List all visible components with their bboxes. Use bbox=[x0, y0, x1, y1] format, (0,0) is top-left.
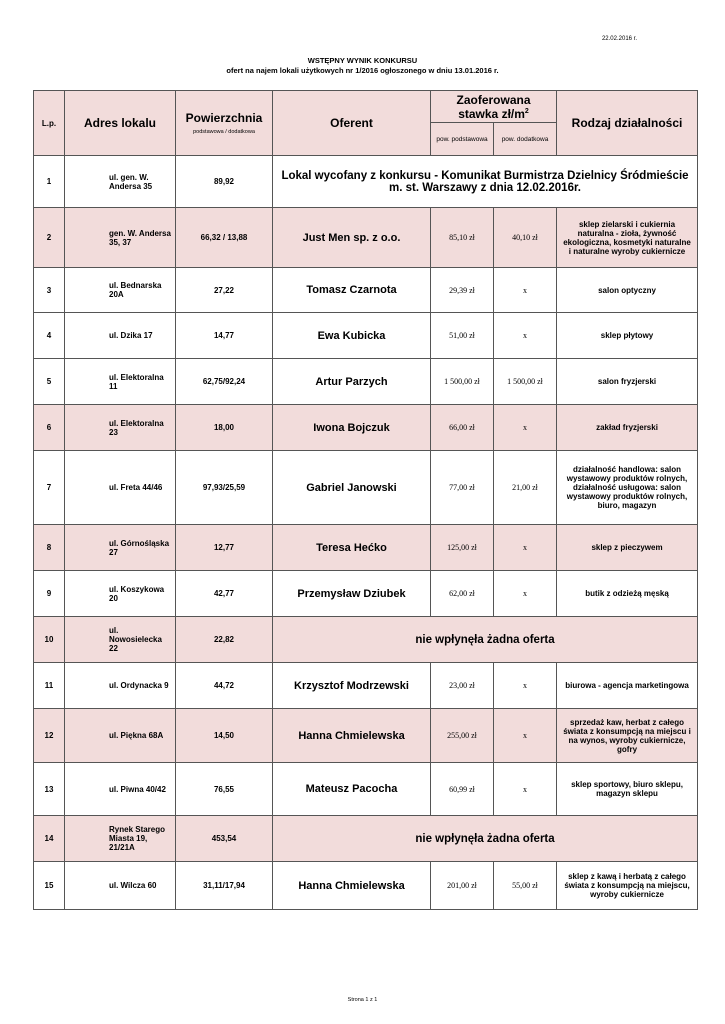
row-area: 44,72 bbox=[176, 663, 273, 709]
table-row bbox=[34, 571, 698, 617]
row-rate-basic: 66,00 zł bbox=[431, 405, 494, 451]
row-rate-extra: x bbox=[494, 663, 557, 709]
row-rate-extra: 55,00 zł bbox=[494, 862, 557, 910]
row-number: 8 bbox=[34, 525, 65, 571]
table-row bbox=[34, 862, 698, 910]
table-row bbox=[34, 405, 698, 451]
row-address: ul. Dzika 17 bbox=[65, 313, 176, 359]
table-row bbox=[34, 816, 698, 862]
row-offerer: Tomasz Czarnota bbox=[273, 268, 431, 313]
row-notice: nie wpłynęła żadna oferta bbox=[273, 816, 698, 862]
row-address: ul. Koszykowa 20 bbox=[65, 571, 176, 617]
col-header-area bbox=[176, 91, 273, 156]
row-number: 10 bbox=[34, 617, 65, 663]
row-area: 14,50 bbox=[176, 709, 273, 763]
row-activity: sklep z kawą i herbatą z całego świata z konsumpcją na miejscu, wyroby cukiernicze bbox=[557, 862, 698, 910]
row-rate-basic: 51,00 zł bbox=[431, 313, 494, 359]
row-address: ul. Freta 44/46 bbox=[65, 451, 176, 525]
row-address: Rynek Starego Miasta 19, 21/21A bbox=[65, 816, 176, 862]
row-offerer: Mateusz Pacocha bbox=[273, 763, 431, 816]
row-area: 97,93/25,59 bbox=[176, 451, 273, 525]
row-activity: sklep sportowy, biuro sklepu, magazyn sklepu bbox=[557, 763, 698, 816]
row-offerer: Przemysław Dziubek bbox=[273, 571, 431, 617]
row-offerer: Iwona Bojczuk bbox=[273, 405, 431, 451]
row-address: ul. Ordynacka 9 bbox=[65, 663, 176, 709]
table-row bbox=[34, 359, 698, 405]
table-row bbox=[34, 763, 698, 816]
table-row bbox=[34, 268, 698, 313]
row-rate-extra: x bbox=[494, 268, 557, 313]
row-area: 27,22 bbox=[176, 268, 273, 313]
table-row bbox=[34, 208, 698, 268]
row-rate-basic: 255,00 zł bbox=[431, 709, 494, 763]
row-activity: salon optyczny bbox=[557, 268, 698, 313]
col-header-lp: L.p. bbox=[34, 91, 65, 156]
col-header-area-label: Powierzchnia bbox=[185, 111, 263, 125]
col-header-rate-extra: pow. dodatkowa bbox=[494, 123, 557, 156]
row-offerer: Just Men sp. z o.o. bbox=[273, 208, 431, 268]
row-area: 66,32 / 13,88 bbox=[176, 208, 273, 268]
document-subtitle: ofert na najem lokali użytkowych nr 1/2016 ogłoszonego w dniu 13.01.2016 r. bbox=[226, 66, 499, 75]
row-activity: biurowa - agencja marketingowa bbox=[557, 663, 698, 709]
col-header-area-sub: podstawowa / dodatkowa bbox=[193, 129, 255, 135]
row-area: 31,11/17,94 bbox=[176, 862, 273, 910]
row-area: 14,77 bbox=[176, 313, 273, 359]
table-row bbox=[34, 451, 698, 525]
row-area: 22,82 bbox=[176, 617, 273, 663]
row-rate-extra: x bbox=[494, 525, 557, 571]
row-address: ul. Górnośląska 27 bbox=[65, 525, 176, 571]
row-number: 13 bbox=[34, 763, 65, 816]
row-area: 62,75/92,24 bbox=[176, 359, 273, 405]
row-activity: salon fryzjerski bbox=[557, 359, 698, 405]
col-header-address: Adres lokalu bbox=[65, 91, 176, 156]
row-rate-basic: 85,10 zł bbox=[431, 208, 494, 268]
row-number: 15 bbox=[34, 862, 65, 910]
row-offerer: Krzysztof Modrzewski bbox=[273, 663, 431, 709]
col-header-activity: Rodzaj działalności bbox=[557, 91, 698, 156]
row-address: gen. W. Andersa 35, 37 bbox=[65, 208, 176, 268]
row-offerer: Hanna Chmielewska bbox=[273, 709, 431, 763]
row-offerer: Artur Parzych bbox=[273, 359, 431, 405]
row-address: ul. Nowosielecka 22 bbox=[65, 617, 176, 663]
row-notice: nie wpłynęła żadna oferta bbox=[273, 617, 698, 663]
row-address: ul. Piękna 68A bbox=[65, 709, 176, 763]
row-number: 14 bbox=[34, 816, 65, 862]
row-rate-basic: 60,99 zł bbox=[431, 763, 494, 816]
table-row bbox=[34, 156, 698, 208]
row-rate-basic: 62,00 zł bbox=[431, 571, 494, 617]
row-address: ul. Elektoralna 23 bbox=[65, 405, 176, 451]
row-number: 9 bbox=[34, 571, 65, 617]
table-row bbox=[34, 313, 698, 359]
row-activity: zakład fryzjerski bbox=[557, 405, 698, 451]
col-header-offerer: Oferent bbox=[273, 91, 431, 156]
row-area: 42,77 bbox=[176, 571, 273, 617]
row-offerer: Ewa Kubicka bbox=[273, 313, 431, 359]
row-rate-basic: 125,00 zł bbox=[431, 525, 494, 571]
row-rate-extra: x bbox=[494, 763, 557, 816]
col-header-rate-basic: pow. podstawowa bbox=[431, 123, 494, 156]
row-rate-extra: x bbox=[494, 405, 557, 451]
row-number: 11 bbox=[34, 663, 65, 709]
row-number: 6 bbox=[34, 405, 65, 451]
row-number: 4 bbox=[34, 313, 65, 359]
row-activity: butik z odzieżą męską bbox=[557, 571, 698, 617]
row-area: 89,92 bbox=[176, 156, 273, 208]
row-activity: sprzedaż kaw, herbat z całego świata z konsumpcją na miejscu i na wynos, wyroby cukiernicze, gofry bbox=[557, 709, 698, 763]
row-number: 7 bbox=[34, 451, 65, 525]
row-number: 5 bbox=[34, 359, 65, 405]
row-address: ul. Piwna 40/42 bbox=[65, 763, 176, 816]
row-number: 3 bbox=[34, 268, 65, 313]
row-rate-basic: 201,00 zł bbox=[431, 862, 494, 910]
row-address: ul. Wilcza 60 bbox=[65, 862, 176, 910]
row-notice: Lokal wycofany z konkursu - Komunikat Burmistrza Dzielnicy Śródmieście m. st. Warszawy z dnia 12.02.2016r. bbox=[273, 156, 698, 208]
row-rate-extra: x bbox=[494, 709, 557, 763]
table-body bbox=[34, 156, 698, 910]
row-address: ul. Bednarska 20A bbox=[65, 268, 176, 313]
results-table bbox=[33, 90, 698, 910]
row-number: 12 bbox=[34, 709, 65, 763]
document-title: WSTĘPNY WYNIK KONKURSU bbox=[307, 56, 418, 65]
table-row bbox=[34, 617, 698, 663]
row-address: ul. gen. W. Andersa 35 bbox=[65, 156, 176, 208]
row-rate-basic: 77,00 zł bbox=[431, 451, 494, 525]
row-area: 18,00 bbox=[176, 405, 273, 451]
row-rate-extra: x bbox=[494, 571, 557, 617]
row-offerer: Gabriel Janowski bbox=[273, 451, 431, 525]
row-address: ul. Elektoralna 11 bbox=[65, 359, 176, 405]
row-rate-basic: 1 500,00 zł bbox=[431, 359, 494, 405]
table-row bbox=[34, 663, 698, 709]
row-area: 12,77 bbox=[176, 525, 273, 571]
row-rate-basic: 23,00 zł bbox=[431, 663, 494, 709]
page-footer: Strona 1 z 1 bbox=[347, 997, 378, 1003]
row-rate-extra: x bbox=[494, 313, 557, 359]
row-rate-extra: 21,00 zł bbox=[494, 451, 557, 525]
table-row bbox=[34, 525, 698, 571]
row-offerer: Teresa Hećko bbox=[273, 525, 431, 571]
table-row bbox=[34, 709, 698, 763]
document-date: 22.02.2016 r. bbox=[601, 36, 637, 42]
row-area: 453,54 bbox=[176, 816, 273, 862]
row-rate-basic: 29,39 zł bbox=[431, 268, 494, 313]
row-activity: sklep zielarski i cukiernia naturalna - zioła, żywność ekologiczna, kosmetyki naturalne i naturalne wyroby cukiernicze bbox=[557, 208, 698, 268]
row-rate-extra: 1 500,00 zł bbox=[494, 359, 557, 405]
col-header-rate: Zaoferowana stawka $zł/m^2$ bbox=[431, 91, 557, 123]
row-number: 2 bbox=[34, 208, 65, 268]
row-offerer: Hanna Chmielewska bbox=[273, 862, 431, 910]
row-number: 1 bbox=[34, 156, 65, 208]
row-rate-extra: 40,10 zł bbox=[494, 208, 557, 268]
row-activity: działalność handlowa: salon wystawowy produktów rolnych, działalność usługowa: salon wystawowy produktów rolnych, biuro, magazyn bbox=[557, 451, 698, 525]
row-activity: sklep z pieczywem bbox=[557, 525, 698, 571]
row-area: 76,55 bbox=[176, 763, 273, 816]
row-activity: sklep płytowy bbox=[557, 313, 698, 359]
